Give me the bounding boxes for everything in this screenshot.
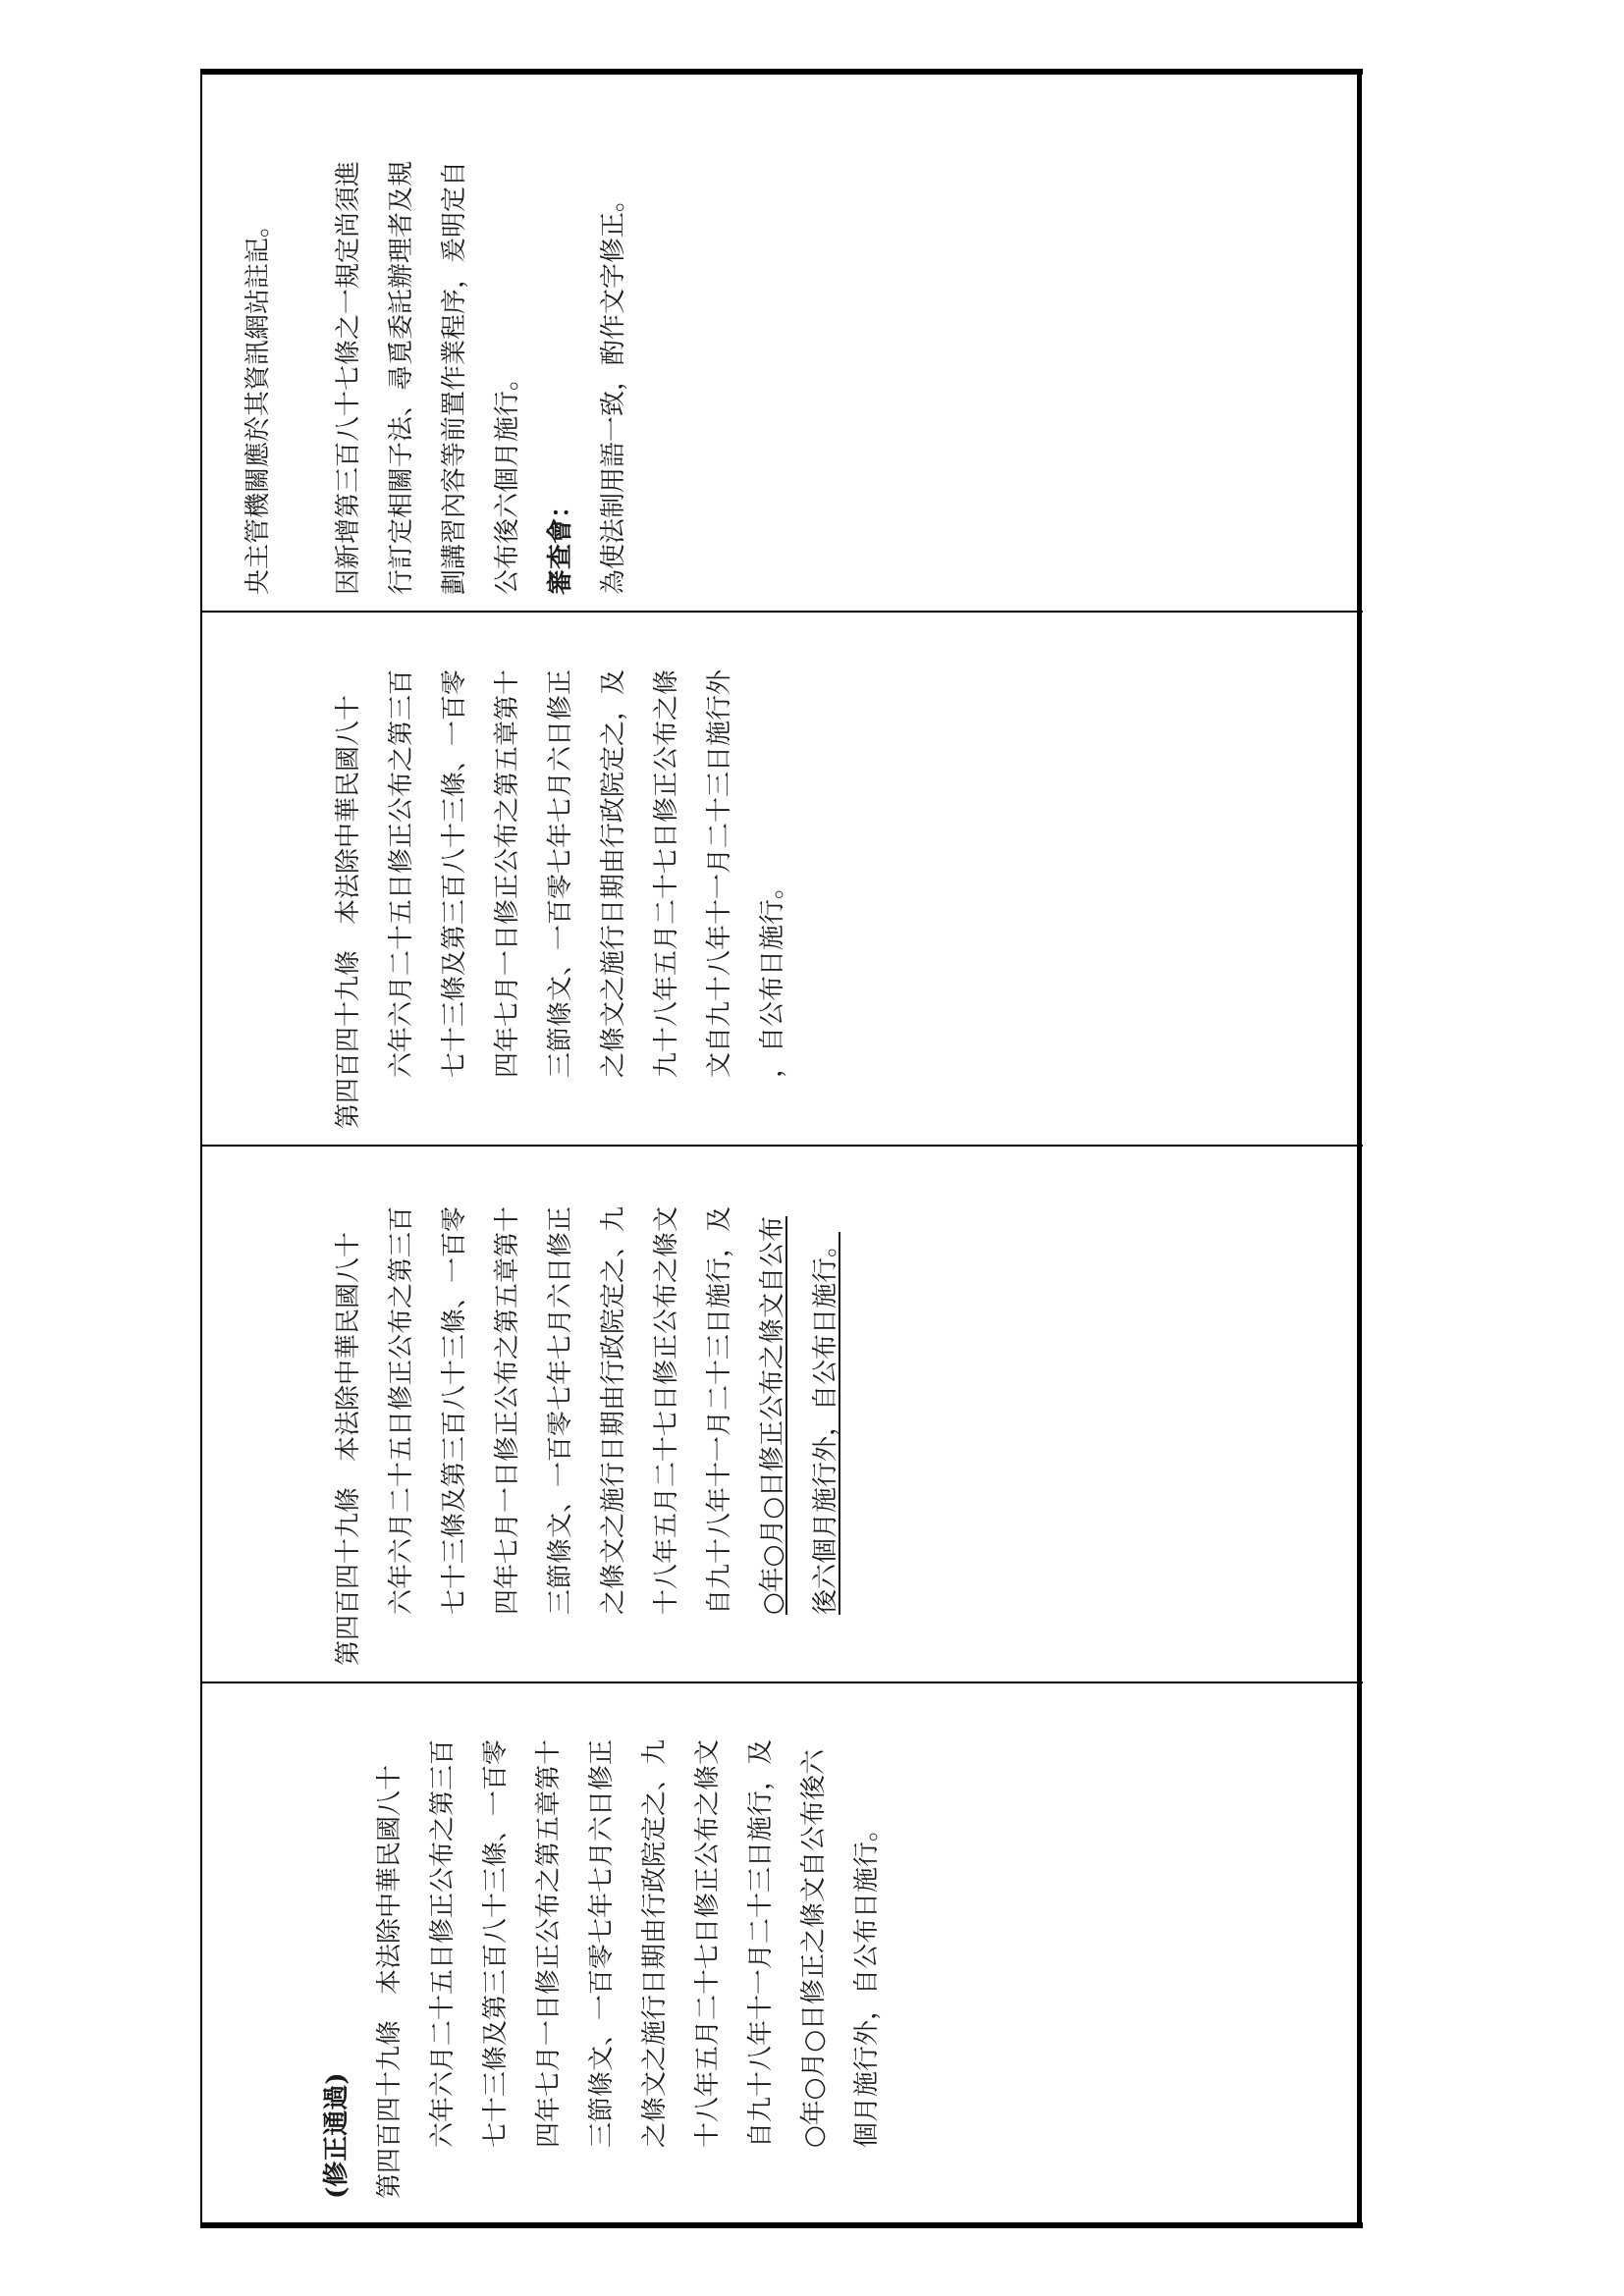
explanation-line: 因新增第三百八十七條之一規定尚須進 <box>334 160 363 595</box>
explanation-line: 行訂定相關子法、尋覓委託辦理者及規 <box>387 160 416 595</box>
article-line: 七十三條及第三百八十三條、一百零 <box>481 1738 511 2148</box>
article-line: 六年六月二十五日修正公布之第三百 <box>387 668 416 1078</box>
article-line: 三節條文、一百零七年七月六日修正 <box>546 668 575 1078</box>
article-line: 三節條文、一百零七年七月六日修正 <box>546 1205 575 1615</box>
article-line: 文自九十八年十一月二十三日施行外 <box>705 668 734 1078</box>
note-col-a <box>232 212 285 595</box>
amended-line: 後六個月施行外，自公布日施行。 <box>811 1231 840 1615</box>
article-line: 第四百四十九條 本法除中華民國八十 <box>375 1764 405 2199</box>
article-line: 三節條文、一百零七年七月六日修正 <box>587 1738 617 2148</box>
article-line: 自九十八年十一月二十三日施行，及 <box>705 1205 734 1615</box>
article-line: 之條文之施行日期由行政院定之，及 <box>599 668 628 1078</box>
article-line: 之條文之施行日期由行政院定之、九 <box>599 1205 628 1615</box>
article-line: 七十三條及第三百八十三條、一百零 <box>440 668 469 1078</box>
review-label: 審查會： <box>546 492 575 595</box>
article-line: 四年七月一日修正公布之第五章第十 <box>493 668 522 1078</box>
review-text: 為使法制用語一致，酌作文字修正。 <box>599 186 628 595</box>
article-line: 自九十八年十一月二十三日施行，及 <box>746 1738 776 2148</box>
table-left-border <box>200 69 202 2228</box>
article-line: 個月施行外，自公布日施行。 <box>852 1815 882 2148</box>
table-top-border <box>200 69 1363 75</box>
table-bottom-border <box>200 2222 1363 2228</box>
passed-text-col-e <box>310 1739 893 2199</box>
row-divider-3 <box>200 1682 1363 1683</box>
note-line: 央主管機關應於其資訊網站註記。 <box>244 211 273 595</box>
article-line: 七十三條及第三百八十三條、一百零 <box>440 1205 469 1615</box>
amended-line: ○年○月○日修正公布之條文自公布 <box>758 1215 787 1615</box>
article-line: 四年七月一日修正公布之第五章第十 <box>493 1205 522 1615</box>
article-line: 九十八年五月二十七日修正公布之條 <box>652 668 681 1078</box>
article-line: ，自公布日施行。 <box>758 873 787 1078</box>
explanation-col-b <box>322 161 640 595</box>
article-line: 十八年五月二十七日修正公布之條文 <box>693 1738 723 2148</box>
table-right-border <box>1357 69 1362 2228</box>
article-line: ○年○月○日修正之條文自公布後六 <box>799 1748 829 2148</box>
current-law-col-c <box>322 669 799 1129</box>
article-line: 六年六月二十五日修正公布之第三百 <box>387 1205 416 1615</box>
article-line: 六年六月二十五日修正公布之第三百 <box>428 1738 458 2148</box>
article-line: 四年七月一日修正公布之第五章第十 <box>534 1738 564 2148</box>
article-line: 十八年五月二十七日修正公布之條文 <box>652 1205 681 1615</box>
passed-heading: (修正通過) <box>322 2072 352 2199</box>
article-line: 之條文之施行日期由行政院定之、九 <box>640 1738 670 2148</box>
comparison-table <box>200 69 1363 2228</box>
explanation-line: 公布後六個月施行。 <box>493 364 522 595</box>
proposed-text-col-d <box>322 1206 852 1666</box>
article-line: 第四百四十九條 本法除中華民國八十 <box>334 694 363 1129</box>
explanation-line: 劃講習內容等前置作業程序，爰明定自 <box>440 160 469 595</box>
row-divider-2 <box>200 1145 1363 1147</box>
row-divider-1 <box>200 611 1363 613</box>
article-line: 第四百四十九條 本法除中華民國八十 <box>334 1231 363 1666</box>
